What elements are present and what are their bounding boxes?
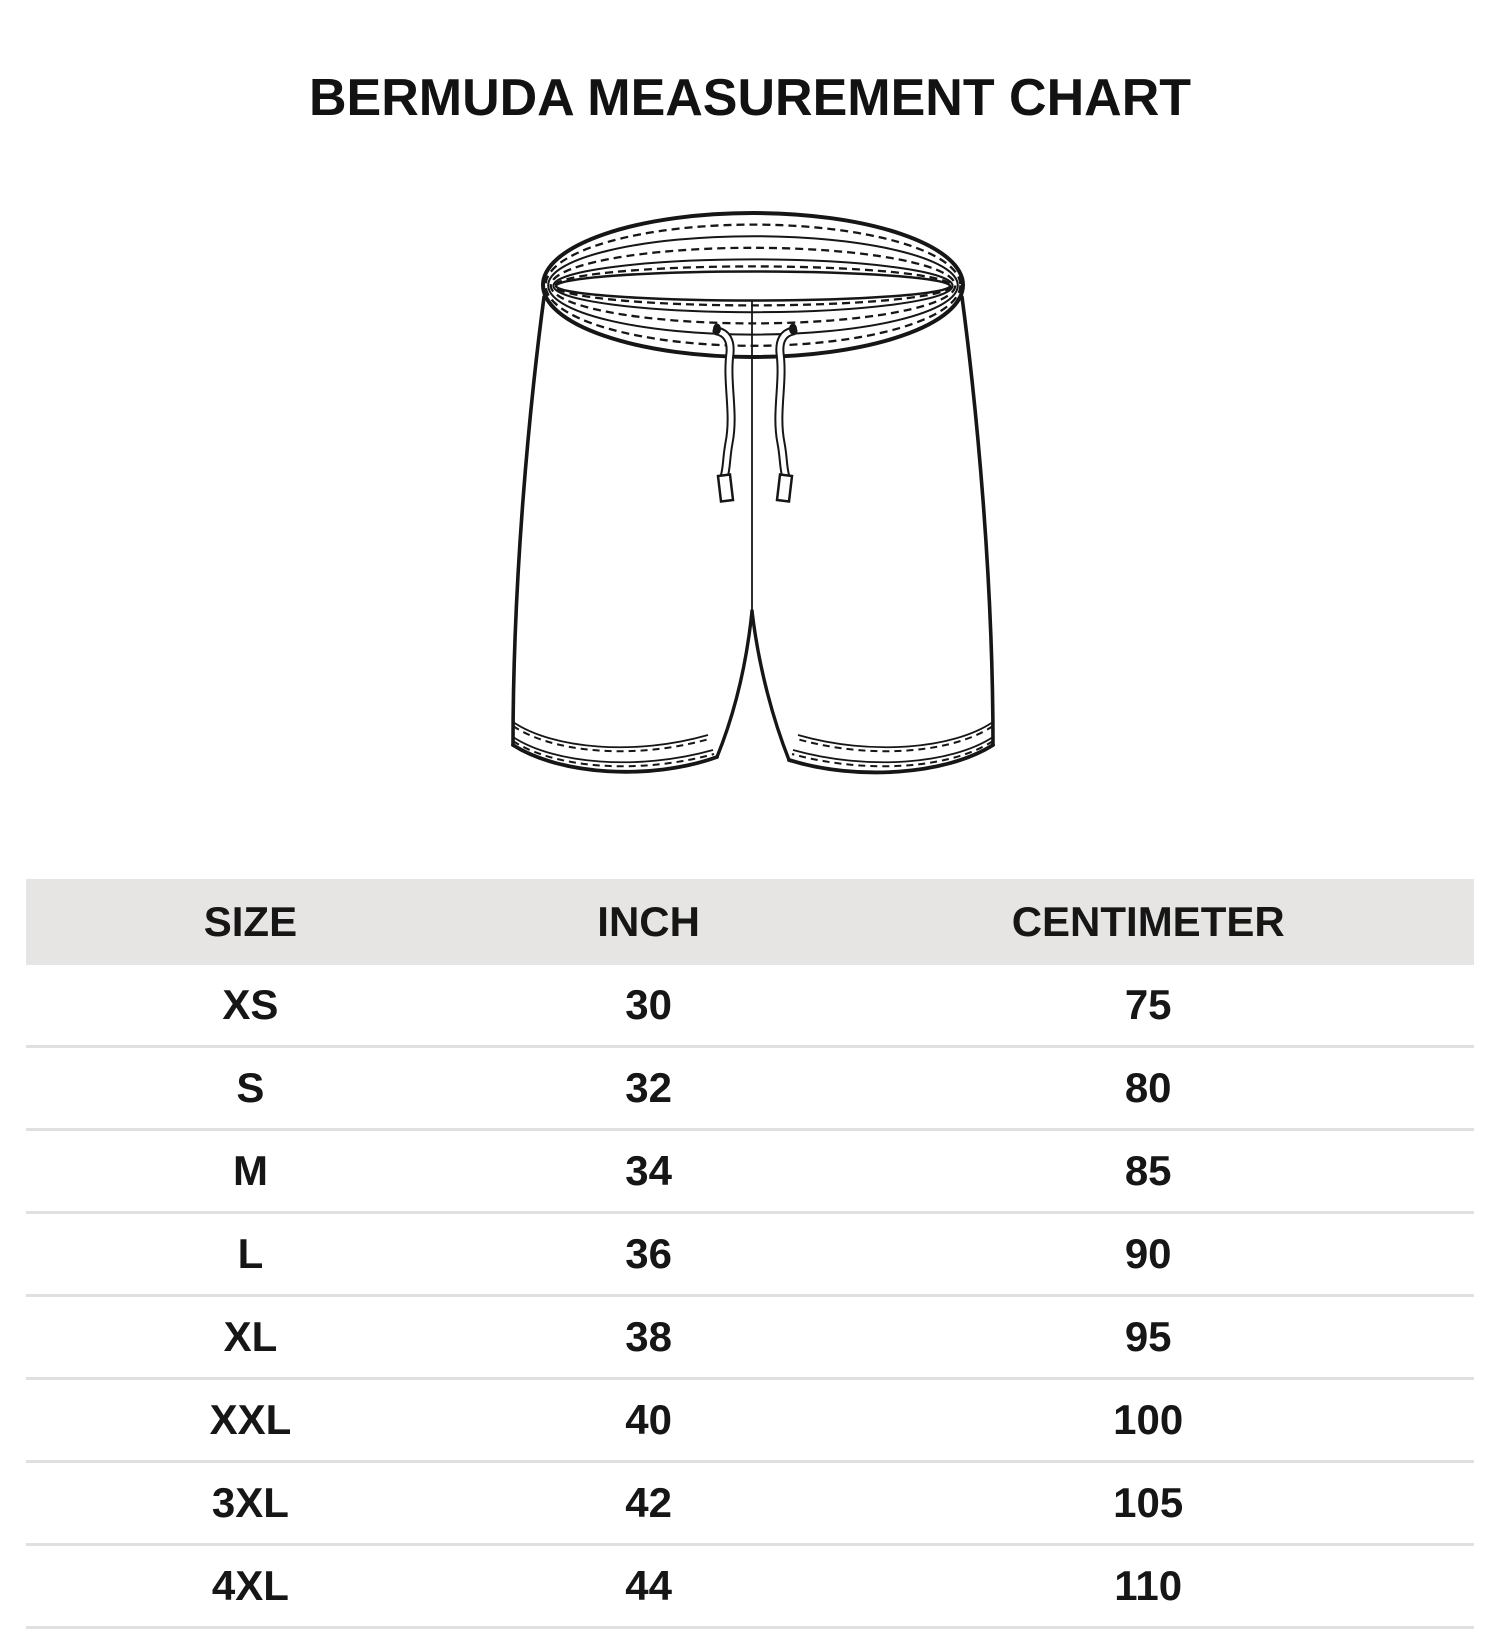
size-value: S <box>236 1064 265 1111</box>
cm-value: 110 <box>1114 1562 1183 1609</box>
page-title: BERMUDA MEASUREMENT CHART <box>308 69 1192 127</box>
inch-value: 34 <box>625 1147 672 1194</box>
inch-value: 36 <box>625 1230 672 1277</box>
cm-value: 85 <box>1124 1147 1172 1194</box>
column-header-size: SIZE <box>203 898 298 945</box>
shorts-drawstring <box>713 324 797 502</box>
inch-value: 42 <box>625 1479 672 1526</box>
column-header-inch: INCH <box>597 898 700 945</box>
aglet-left <box>718 475 733 502</box>
cm-value: 105 <box>1113 1479 1184 1526</box>
inch-value: 40 <box>625 1396 672 1443</box>
measurement-table <box>26 879 1474 1629</box>
cm-value: 75 <box>1124 981 1172 1028</box>
table-row-m <box>26 1131 1474 1214</box>
size-value: XXL <box>209 1396 292 1443</box>
cm-value: 90 <box>1124 1230 1172 1277</box>
cm-value: 80 <box>1124 1064 1172 1111</box>
cm-value: 95 <box>1124 1313 1172 1360</box>
table-row-xs <box>26 965 1474 1048</box>
table-header-row <box>26 879 1474 965</box>
size-value: 3XL <box>211 1479 289 1526</box>
inch-value: 38 <box>625 1313 672 1360</box>
table-row-xxl <box>26 1380 1474 1463</box>
cm-value: 100 <box>1113 1396 1184 1443</box>
table-row-xl <box>26 1297 1474 1380</box>
size-value: 4XL <box>211 1562 289 1609</box>
column-header-centimeter: CENTIMETER <box>1011 898 1285 945</box>
shorts-waistband <box>543 213 963 357</box>
eyelet-right-icon <box>789 324 797 335</box>
shorts-legs <box>513 297 993 772</box>
table-row-3xl <box>26 1463 1474 1546</box>
inch-value: 30 <box>625 981 672 1028</box>
table-row-s <box>26 1048 1474 1131</box>
table-row-4xl <box>26 1546 1474 1629</box>
size-value: L <box>237 1230 264 1277</box>
bermuda-shorts-illustration <box>450 200 1000 812</box>
table-row-l <box>26 1214 1474 1297</box>
aglet-right <box>777 475 792 502</box>
inch-value: 32 <box>625 1064 672 1111</box>
inch-value: 44 <box>625 1562 672 1609</box>
size-value: XL <box>223 1313 278 1360</box>
eyelet-left-icon <box>713 324 721 335</box>
size-value: M <box>232 1147 268 1194</box>
size-value: XS <box>222 981 279 1028</box>
